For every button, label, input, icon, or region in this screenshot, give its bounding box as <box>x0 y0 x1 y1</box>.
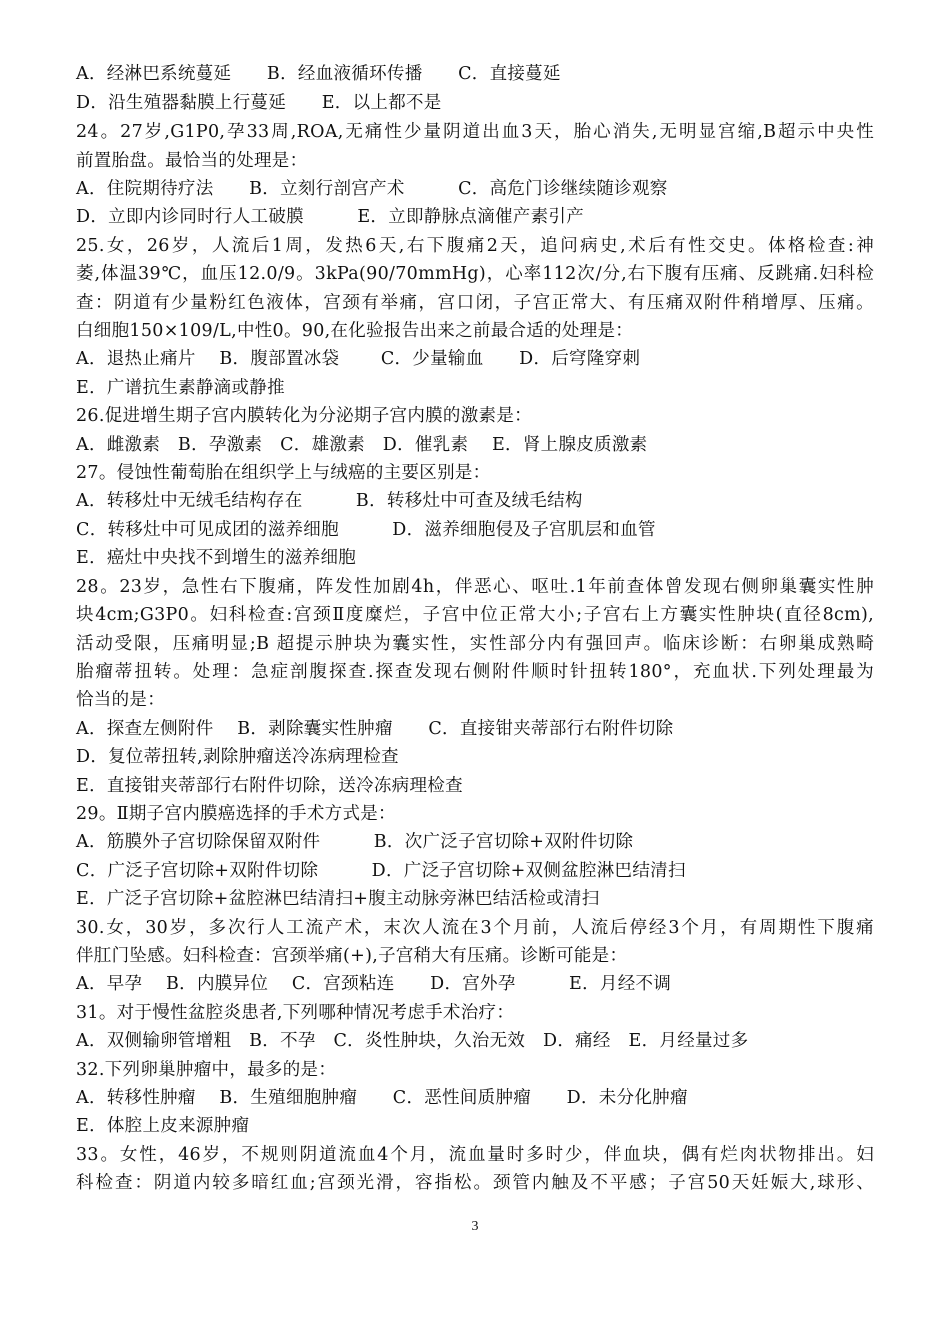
text-line: 伴肛门坠感。妇科检查：宫颈举痛(+),子宫稍大有压痛。诊断可能是： <box>76 946 628 966</box>
text-line: A．筋膜外子宫切除保留双附件 B．次广泛子宫切除+双附件切除 <box>76 832 634 852</box>
text-line: A．早孕 B．内膜异位 C．宫颈粘连 D．宫外孕 E．月经不调 <box>76 974 672 994</box>
text-line: D．沿生殖器黏膜上行蔓延 E．以上都不是 <box>76 93 442 113</box>
text-line: E．直接钳夹蒂部行右附件切除，送冷冻病理检查 <box>76 776 463 796</box>
text-line: D．立即内诊同时行人工破膜 E．立即静脉点滴催产素引产 <box>76 207 585 227</box>
text-line: 28。23岁，急性右下腹痛，阵发性加剧4h，伴恶心、呕吐.1年前查体曾发现右侧卵巢囊实性肿 <box>76 577 874 597</box>
text-line: A．转移性肿瘤 B．生殖细胞肿瘤 C．恶性间质肿瘤 D．未分化肿瘤 <box>76 1088 688 1108</box>
text-line: 前置胎盘。最恰当的处理是： <box>76 151 308 171</box>
text-line: 查：阴道有少量粉红色液体，宫颈有举痛，宫口闭，子宫正常大、有压痛双附件稍增厚、压痛。 <box>76 293 874 313</box>
text-line: 块4cm;G3P0。妇科检查:宫颈Ⅱ度糜烂，子宫中位正常大小;子宫右上方囊实性肿块(直径8cm), <box>76 605 874 625</box>
text-line: 萎,体温39℃，血压12.0/9。3kPa(90/70mmHg)，心率112次/分,右下腹有压痛、反跳痛.妇科检 <box>76 264 874 284</box>
text-line: 活动受限，压痛明显;B 超提示肿块为囊实性，实性部分内有强回声。临床诊断：右卵巢成熟畸 <box>76 634 874 654</box>
text-line: 30.女，30岁，多次行人工流产术，末次人流在3个月前，人流后停经3个月，有周期性下腹痛 <box>76 918 874 938</box>
text-line: E．体腔上皮来源肿瘤 <box>76 1116 250 1136</box>
text-line: C．广泛子宫切除+双附件切除 D．广泛子宫切除+双侧盆腔淋巴结清扫 <box>76 861 686 881</box>
text-line: E．广泛子宫切除+盆腔淋巴结清扫+腹主动脉旁淋巴结活检或清扫 <box>76 889 600 909</box>
text-line: A．雌激素 B．孕激素 C．雄激素 D．催乳素 E．肾上腺皮质激素 <box>76 435 648 455</box>
text-line: 胎瘤蒂扭转。处理：急症剖腹探查.探查发现右侧附件顺时针扭转180°，充血状.下列处理最为 <box>76 662 874 682</box>
text-line: E．癌灶中央找不到增生的滋养细胞 <box>76 548 357 568</box>
text-line: A．探查左侧附件 B．剥除囊实性肿瘤 C．直接钳夹蒂部行右附件切除 <box>76 719 674 739</box>
text-line: 25.女，26岁，人流后1周，发热6天,右下腹痛2天，追问病史,术后有性交史。体格检查:神 <box>76 236 874 256</box>
text-line: 白细胞150×109/L,中性0。90,在化验报告出来之前最合适的处理是： <box>76 321 634 341</box>
text-line: A．双侧输卵管增粗 B．不孕 C．炎性肿块，久治无效 D．痛经 E．月经量过多 <box>76 1031 749 1051</box>
text-line: 26.促进增生期子宫内膜转化为分泌期子宫内膜的激素是： <box>76 406 532 426</box>
text-line: C．转移灶中可见成团的滋养细胞 D．滋养细胞侵及子宫肌层和血管 <box>76 520 656 540</box>
text-line: A．住院期待疗法 B．立刻行剖宫产术 C．高危门诊继续随诊观察 <box>76 179 668 199</box>
text-line: 32.下列卵巢肿瘤中，最多的是： <box>76 1060 337 1080</box>
text-line: 24。27岁,G1P0,孕33周,ROA,无痛性少量阴道出血3天，胎心消失,无明显宫缩,B超示中央性 <box>76 122 874 142</box>
text-line: 科检查：阴道内较多暗红血;宫颈光滑，容指松。颈管内触及不平感；子宫50天妊娠大,球形、 <box>76 1173 874 1193</box>
text-line: 31。对于慢性盆腔炎患者,下列哪种情况考虑手术治疗： <box>76 1003 515 1023</box>
text-line: E．广谱抗生素静滴或静推 <box>76 378 285 398</box>
text-line: A．转移灶中无绒毛结构存在 B．转移灶中可查及绒毛结构 <box>76 491 583 511</box>
text-line: 恰当的是： <box>76 690 165 710</box>
text-line: A．退热止痛片 B．腹部置冰袋 C．少量输血 D．后穹隆穿刺 <box>76 349 641 369</box>
page-number: 3 <box>471 1219 479 1234</box>
text-line: 27。侵蚀性葡萄胎在组织学上与绒癌的主要区别是： <box>76 463 491 483</box>
text-line: 29。Ⅱ期子宫内膜癌选择的手术方式是： <box>76 804 396 824</box>
text-line: 33。女性，46岁，不规则阴道流血4个月，流血量时多时少，伴血块，偶有烂肉状物排出。妇 <box>76 1145 874 1165</box>
text-line: A．经淋巴系统蔓延 B．经血液循环传播 C．直接蔓延 <box>76 64 561 84</box>
text-line: D．复位蒂扭转,剥除肿瘤送冷冻病理检查 <box>76 747 399 767</box>
